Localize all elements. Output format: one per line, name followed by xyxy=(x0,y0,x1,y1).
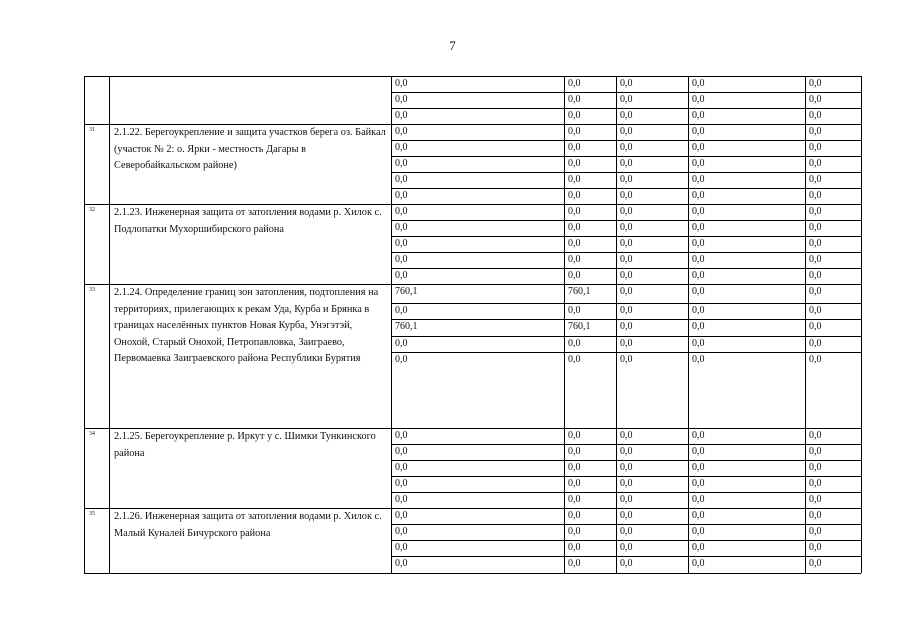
value-cell: 0,0 xyxy=(568,478,581,489)
value-cell: 0,0 xyxy=(620,270,633,281)
value-cell: 0,0 xyxy=(809,190,822,201)
page-number: 7 xyxy=(449,38,456,53)
row-rule xyxy=(391,556,861,557)
value-cell: 0,0 xyxy=(809,270,822,281)
value-cell: 0,0 xyxy=(568,542,581,553)
value-cell: 0,0 xyxy=(809,110,822,121)
value-cell: 0,0 xyxy=(692,354,705,365)
value-cell: 0,0 xyxy=(568,430,581,441)
row-rule xyxy=(391,319,861,320)
value-cell: 0,0 xyxy=(620,478,633,489)
value-cell: 0,0 xyxy=(568,558,581,569)
column-rule xyxy=(109,76,110,573)
row-rule xyxy=(391,268,861,269)
value-cell: 0,0 xyxy=(620,430,633,441)
row-rule xyxy=(391,303,861,304)
row-number: 31 xyxy=(89,127,95,133)
table-top-border xyxy=(84,76,861,77)
value-cell: 0,0 xyxy=(620,238,633,249)
value-cell: 0,0 xyxy=(568,174,581,185)
row-rule xyxy=(391,460,861,461)
value-cell: 0,0 xyxy=(620,446,633,457)
value-cell: 0,0 xyxy=(568,254,581,265)
row-rule xyxy=(391,140,861,141)
table-bottom-border xyxy=(84,573,861,574)
value-cell: 0,0 xyxy=(395,142,408,153)
value-cell: 0,0 xyxy=(568,94,581,105)
value-cell: 0,0 xyxy=(568,462,581,473)
value-cell: 0,0 xyxy=(395,206,408,217)
value-cell: 0,0 xyxy=(568,78,581,89)
row-rule xyxy=(391,492,861,493)
row-rule xyxy=(391,444,861,445)
row-rule xyxy=(391,92,861,93)
value-cell: 0,0 xyxy=(692,190,705,201)
column-rule xyxy=(616,76,617,573)
value-cell: 0,0 xyxy=(395,238,408,249)
value-cell: 0,0 xyxy=(809,222,822,233)
value-cell: 0,0 xyxy=(692,142,705,153)
value-cell: 0,0 xyxy=(692,222,705,233)
value-cell: 760,1 xyxy=(395,286,418,297)
value-cell: 0,0 xyxy=(692,542,705,553)
row-rule xyxy=(391,524,861,525)
value-cell: 0,0 xyxy=(620,78,633,89)
value-cell: 0,0 xyxy=(692,94,705,105)
row-rule xyxy=(391,188,861,189)
value-cell: 0,0 xyxy=(568,238,581,249)
value-cell: 0,0 xyxy=(620,354,633,365)
value-cell: 0,0 xyxy=(568,126,581,137)
row-rule xyxy=(391,156,861,157)
value-cell: 0,0 xyxy=(692,462,705,473)
value-cell: 0,0 xyxy=(395,494,408,505)
row-rule xyxy=(391,220,861,221)
value-cell: 0,0 xyxy=(692,78,705,89)
value-cell: 0,0 xyxy=(692,110,705,121)
value-cell: 0,0 xyxy=(395,510,408,521)
value-cell: 0,0 xyxy=(395,126,408,137)
measure-description: 2.1.24. Определение границ зон затопления, подтопления на территориях, прилегающих к рекам Уда, Курба и Брянка в границах населённых пунктов Новая Курба, Унэгэтэй, Онохой, Старый Онохой, Петропавловка, Заиграево, Первомаевка Заиграевского района Республики Бурятия xyxy=(114,287,379,364)
value-cell: 0,0 xyxy=(809,305,822,316)
row-number: 34 xyxy=(89,431,95,437)
value-cell: 0,0 xyxy=(568,305,581,316)
value-cell: 0,0 xyxy=(395,462,408,473)
value-cell: 0,0 xyxy=(395,270,408,281)
value-cell: 0,0 xyxy=(809,321,822,332)
value-cell: 0,0 xyxy=(395,446,408,457)
value-cell: 0,0 xyxy=(620,142,633,153)
value-cell: 0,0 xyxy=(620,174,633,185)
value-cell: 0,0 xyxy=(395,222,408,233)
value-cell: 0,0 xyxy=(809,430,822,441)
column-rule xyxy=(564,76,565,573)
value-cell: 0,0 xyxy=(568,222,581,233)
value-cell: 0,0 xyxy=(809,286,822,297)
value-cell: 0,0 xyxy=(809,510,822,521)
value-cell: 0,0 xyxy=(620,286,633,297)
value-cell: 0,0 xyxy=(395,190,408,201)
value-cell: 0,0 xyxy=(692,254,705,265)
value-cell: 0,0 xyxy=(395,254,408,265)
value-cell: 0,0 xyxy=(809,494,822,505)
value-cell: 0,0 xyxy=(395,158,408,169)
value-cell: 0,0 xyxy=(568,270,581,281)
value-cell: 0,0 xyxy=(809,158,822,169)
value-cell: 0,0 xyxy=(620,526,633,537)
value-cell: 0,0 xyxy=(620,126,633,137)
value-cell: 0,0 xyxy=(692,558,705,569)
measure-description: 2.1.23. Инженерная защита от затопления водами р. Хилок с. Подлопатки Мухоршибирского района xyxy=(114,207,382,235)
value-cell: 0,0 xyxy=(809,338,822,349)
row-rule xyxy=(391,540,861,541)
value-cell: 760,1 xyxy=(395,321,418,332)
value-cell: 0,0 xyxy=(620,94,633,105)
value-cell: 0,0 xyxy=(395,478,408,489)
row-rule xyxy=(391,172,861,173)
value-cell: 0,0 xyxy=(395,305,408,316)
value-cell: 0,0 xyxy=(620,494,633,505)
column-rule xyxy=(84,76,85,573)
value-cell: 0,0 xyxy=(809,206,822,217)
value-cell: 0,0 xyxy=(692,206,705,217)
value-cell: 0,0 xyxy=(692,478,705,489)
value-cell: 0,0 xyxy=(395,558,408,569)
value-cell: 0,0 xyxy=(692,430,705,441)
measure-description: 2.1.25. Берегоукрепление р. Иркут у с. Шимки Тункинского района xyxy=(114,431,376,459)
value-cell: 0,0 xyxy=(568,446,581,457)
value-cell: 0,0 xyxy=(809,174,822,185)
value-cell: 0,0 xyxy=(568,354,581,365)
value-cell: 0,0 xyxy=(692,305,705,316)
value-cell: 0,0 xyxy=(809,354,822,365)
value-cell: 0,0 xyxy=(692,270,705,281)
column-rule xyxy=(861,76,862,573)
row-rule xyxy=(391,476,861,477)
row-number: 33 xyxy=(89,287,95,293)
value-cell: 0,0 xyxy=(620,158,633,169)
value-cell: 0,0 xyxy=(809,126,822,137)
value-cell: 0,0 xyxy=(620,510,633,521)
value-cell: 0,0 xyxy=(809,78,822,89)
row-rule xyxy=(391,108,861,109)
value-cell: 0,0 xyxy=(809,526,822,537)
value-cell: 0,0 xyxy=(809,142,822,153)
value-cell: 0,0 xyxy=(809,446,822,457)
row-number: 35 xyxy=(89,511,95,517)
value-cell: 0,0 xyxy=(568,110,581,121)
value-cell: 0,0 xyxy=(395,94,408,105)
value-cell: 0,0 xyxy=(692,286,705,297)
value-cell: 0,0 xyxy=(395,526,408,537)
row-rule xyxy=(391,336,861,337)
value-cell: 0,0 xyxy=(620,206,633,217)
value-cell: 0,0 xyxy=(620,338,633,349)
value-cell: 0,0 xyxy=(692,494,705,505)
value-cell: 0,0 xyxy=(395,338,408,349)
column-rule xyxy=(688,76,689,573)
value-cell: 0,0 xyxy=(395,354,408,365)
value-cell: 0,0 xyxy=(692,174,705,185)
row-rule xyxy=(391,352,861,353)
value-cell: 0,0 xyxy=(395,430,408,441)
value-cell: 0,0 xyxy=(620,542,633,553)
value-cell: 0,0 xyxy=(568,338,581,349)
value-cell: 0,0 xyxy=(568,190,581,201)
value-cell: 0,0 xyxy=(692,510,705,521)
value-cell: 0,0 xyxy=(620,321,633,332)
value-cell: 0,0 xyxy=(692,321,705,332)
measure-description: 2.1.22. Берегоукрепление и защита участков берега оз. Байкал (участок № 2: о. Ярки - местность Дагары в Северобайкальском районе) xyxy=(114,127,386,171)
value-cell: 0,0 xyxy=(809,478,822,489)
value-cell: 0,0 xyxy=(809,462,822,473)
value-cell: 0,0 xyxy=(568,494,581,505)
column-rule xyxy=(391,76,392,573)
value-cell: 0,0 xyxy=(692,446,705,457)
value-cell: 0,0 xyxy=(692,158,705,169)
budget-table xyxy=(84,76,861,573)
value-cell: 0,0 xyxy=(395,78,408,89)
value-cell: 0,0 xyxy=(620,190,633,201)
value-cell: 0,0 xyxy=(809,558,822,569)
value-cell: 0,0 xyxy=(692,126,705,137)
value-cell: 0,0 xyxy=(809,254,822,265)
value-cell: 0,0 xyxy=(620,110,633,121)
value-cell: 0,0 xyxy=(568,510,581,521)
row-number: 32 xyxy=(89,207,95,213)
value-cell: 0,0 xyxy=(395,110,408,121)
value-cell: 0,0 xyxy=(620,462,633,473)
value-cell: 0,0 xyxy=(620,305,633,316)
value-cell: 0,0 xyxy=(809,542,822,553)
value-cell: 0,0 xyxy=(568,206,581,217)
value-cell: 0,0 xyxy=(568,142,581,153)
value-cell: 0,0 xyxy=(620,254,633,265)
value-cell: 0,0 xyxy=(568,158,581,169)
column-rule xyxy=(805,76,806,573)
value-cell: 0,0 xyxy=(809,94,822,105)
value-cell: 0,0 xyxy=(692,238,705,249)
row-rule xyxy=(391,236,861,237)
value-cell: 0,0 xyxy=(395,542,408,553)
value-cell: 0,0 xyxy=(568,526,581,537)
value-cell: 0,0 xyxy=(620,222,633,233)
value-cell: 0,0 xyxy=(692,338,705,349)
value-cell: 760,1 xyxy=(568,286,591,297)
value-cell: 0,0 xyxy=(692,526,705,537)
row-rule xyxy=(391,252,861,253)
value-cell: 0,0 xyxy=(620,558,633,569)
value-cell: 0,0 xyxy=(395,174,408,185)
value-cell: 760,1 xyxy=(568,321,591,332)
value-cell: 0,0 xyxy=(809,238,822,249)
measure-description: 2.1.26. Инженерная защита от затопления водами р. Хилок с. Малый Куналей Бичурского района xyxy=(114,511,382,539)
